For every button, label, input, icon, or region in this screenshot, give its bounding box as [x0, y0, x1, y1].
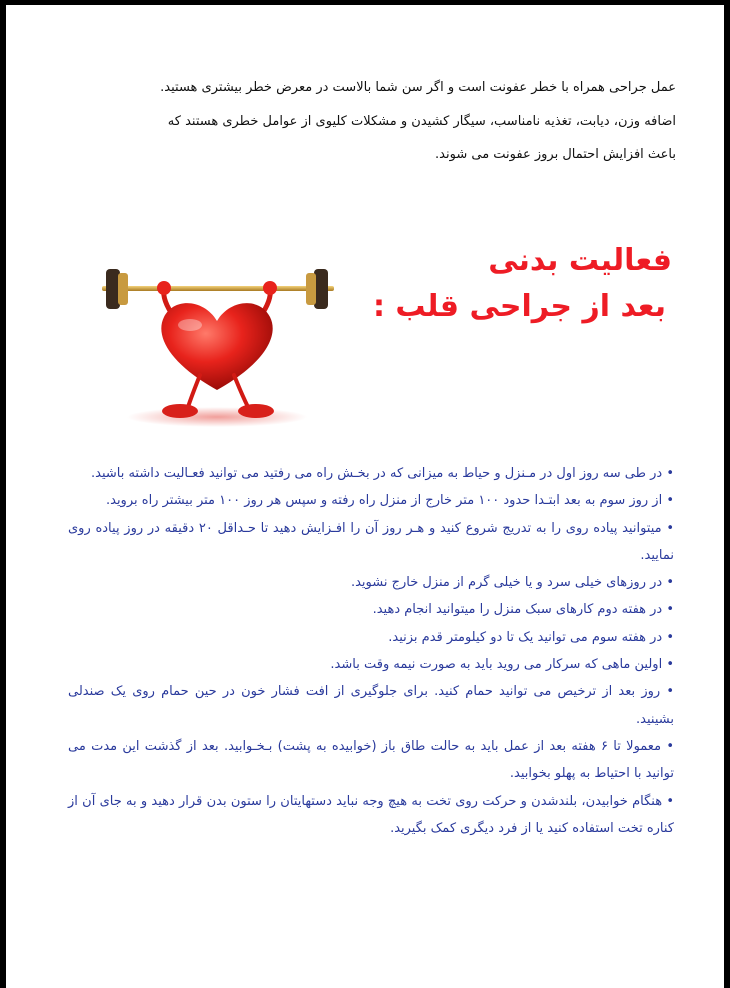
intro-line: عمل جراحی همراه با خطر عفونت است و اگر سن شما بالاست در معرض خطر بیشتری هستید. [160, 80, 676, 95]
intro-line: اضافه وزن، دیابت، تغذیه نامناسب، سیگار کشیدن و مشکلات کلیوی از عوامل خطری هستند که [167, 113, 676, 129]
list-item: • در طی سه روز اول در مـنزل و حیاط به میزانی که در بخـش راه می رفتید می توانید فعـالیت داشته باشید. [90, 466, 674, 481]
list-item: • اولین ماهی که سرکار می روید باید به صورت نیمه وقت باشد. [330, 657, 674, 673]
heading-line-2: بعد از جراحی قلب : [372, 289, 666, 324]
list-item: • در روزهای خیلی سرد و یا خیلی گرم از منزل خارج نشوید. [350, 575, 674, 591]
list-item: • هنگام خوابیدن، بلندشدن و حرکت روی تخت به هیچ وجه نباید دستهایتان را ستون بدن قرار دهید و به جای آن از کناره تخت استفاده کنید یا از فرد دیگری کمک بگیرید. [68, 793, 674, 836]
intro-line: باعث افزایش احتمال بروز عفونت می شوند. [435, 147, 676, 162]
section-heading [312, 238, 672, 330]
list-item: • معمولا تا ۶ هفته بعد از عمل باید به حالت طاق باز (خوابیده به پشت) بـخـوابید. بعد از گذشت این مدت می توانید با احتیاط به پهلو بخوابید. [68, 738, 674, 782]
list-item: • میتوانید پیاده روی را به تدریج شروع کنید و هـر روز آن را افـزایش دهید تا حـداقل ۲۰ دقیقه در روز پیاده روی نمایید. [68, 520, 674, 563]
intro-paragraph [68, 71, 676, 172]
heading-line-1: فعالیت بدنی [488, 243, 672, 278]
list-item: • در هفته دوم کارهای سبک منزل را میتوانید انجام دهید. [372, 602, 674, 618]
list-item: • در هفته سوم می توانید یک تا دو کیلومتر قدم بزنید. [388, 629, 674, 645]
heart-lifting-barbell-icon [92, 255, 342, 430]
document-page [6, 5, 724, 988]
activity-list [68, 460, 674, 842]
list-item: • روز بعد از ترخیص می توانید حمام کنید. برای جلوگیری از افت فشار خون در حین حمام روی یک صندلی بشینید. [68, 684, 674, 727]
list-item: • از روز سوم به بعد ابتـدا حدود ۱۰۰ متر خارج از منزل راه رفته و سپس هر روز ۱۰۰ متر بیشتر راه بروید. [105, 493, 674, 509]
